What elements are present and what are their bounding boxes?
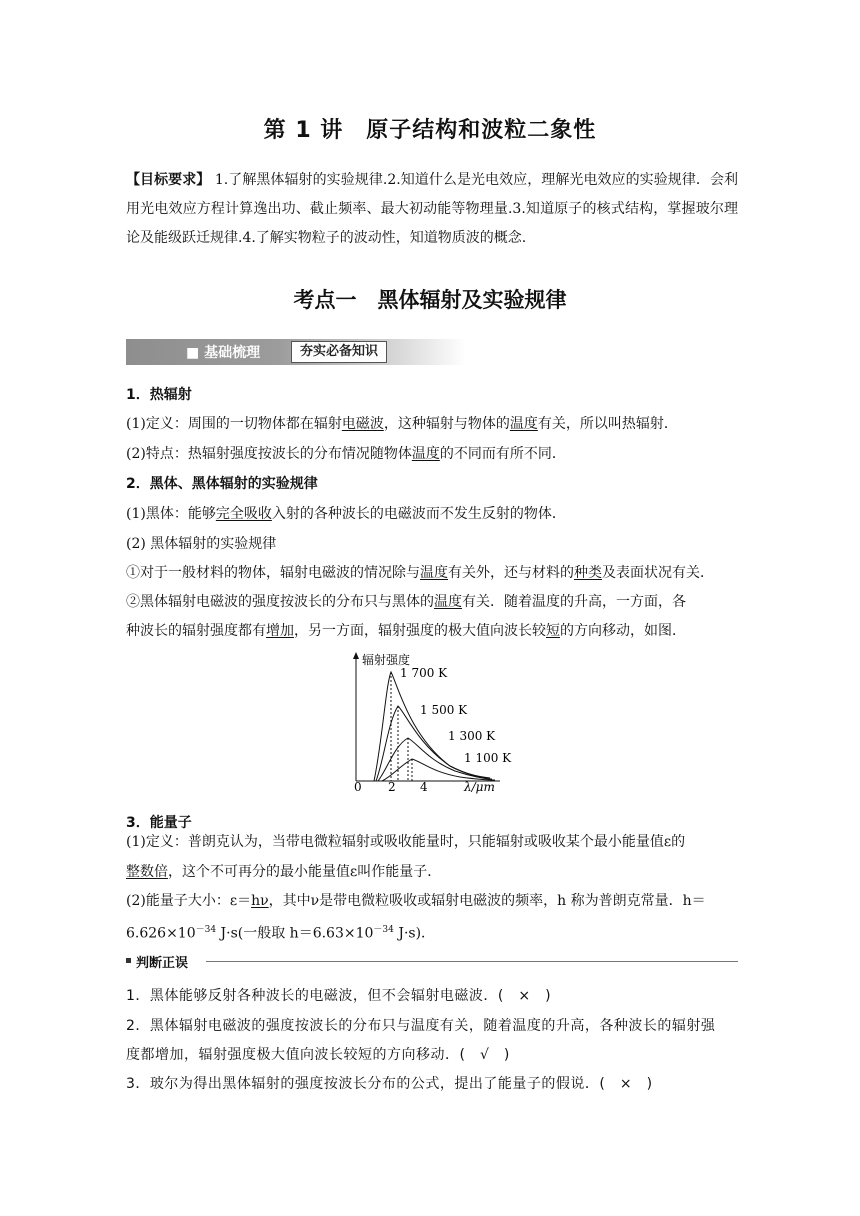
goal-label: 【目标要求】 bbox=[126, 172, 211, 188]
y-axis-label: 辐射强度 bbox=[362, 653, 411, 667]
thermal-definition: (1)定义：周围的一切物体都在辐射电磁波，这种辐射与物体的温度有关，所以叫热辐射． bbox=[126, 416, 678, 432]
curve-1500k bbox=[376, 706, 490, 781]
quantum-size: (2)能量子大小：ε＝hν，其中ν是带电微粒吸收或辐射电磁波的频率，h 称为普朗克常量．h＝ bbox=[126, 893, 706, 909]
heading-energy-quantum: 3．能量子 bbox=[126, 815, 192, 831]
planck-constant: $6.626\times 10^{-34}$ J·s(一般取 $h=6.63\times 10^{-34}$ J·s)． bbox=[126, 925, 436, 942]
learning-goals bbox=[126, 166, 738, 253]
judge-question-2: 2．黑体辐射电磁波的强度按波长的分布只与温度有关，随着温度的升高，各种波长的辐射强 bbox=[126, 1018, 716, 1034]
banner-main-label: ■ 基础梳理 bbox=[186, 345, 261, 361]
quantum-definition-cont: 整数倍，这个不可再分的最小能量值ε叫作能量子． bbox=[126, 864, 442, 880]
page-title: 第 1 讲 原子结构和波粒二象性 bbox=[263, 118, 597, 143]
judge-label: 判断正误 bbox=[136, 952, 194, 971]
blackbody-law-2-cont: 种波长的辐射强度都有增加，另一方面，辐射强度的极大值向波长较短的方向移动，如图． bbox=[126, 623, 686, 639]
tick-4: 4 bbox=[420, 780, 428, 794]
blackbody-law-2: ②黑体辐射电磁波的强度按波长的分布只与黑体的温度有关．随着温度的升高，一方面，各 bbox=[126, 594, 686, 610]
judge-rule bbox=[206, 961, 738, 962]
blackbody-radiation-figure bbox=[340, 648, 520, 796]
judge-question-1: 1．黑体能够反射各种波长的电磁波，但不会辐射电磁波．( × ) bbox=[126, 988, 552, 1004]
label-1700k: 1 700 K bbox=[400, 666, 448, 680]
quantum-definition: (1)定义：普朗克认为，当带电微粒辐射或吸收能量时，只能辐射或吸收某个最小能量值ε的 bbox=[126, 834, 686, 850]
section-heading: 考点一 黑体辐射及实验规律 bbox=[293, 288, 567, 312]
x-axis-label: λ/μm bbox=[464, 780, 495, 794]
thermal-feature: (2)特点：热辐射强度按波长的分布情况随物体温度的不同而有所不同． bbox=[126, 446, 566, 462]
judge-question-2-cont: 度都增加，辐射强度极大值向波长较短的方向移动．( √ ) bbox=[126, 1047, 510, 1063]
banner-sub-label: 夯实必备知识 bbox=[291, 341, 387, 363]
judge-square-icon bbox=[126, 958, 131, 963]
heading-blackbody: 2．黑体、黑体辐射的实验规律 bbox=[126, 476, 318, 492]
label-1500k: 1 500 K bbox=[420, 703, 468, 717]
judge-question-3: 3．玻尔为得出黑体辐射的强度按波长分布的公式，提出了能量子的假说．( × ) bbox=[126, 1076, 653, 1092]
section-banner bbox=[126, 339, 466, 365]
tick-0: 0 bbox=[354, 780, 362, 794]
label-1100k: 1 100 K bbox=[464, 751, 512, 765]
blackbody-definition: (1)黑体：能够完全吸收入射的各种波长的电磁波而不发生反射的物体． bbox=[126, 506, 566, 522]
goal-text: 1.了解黑体辐射的实验规律.2.知道什么是光电效应，理解光电效应的实验规律．会利用光电效应方程计算逸出功、截止频率、最大初动能等物理量.3.知道原子的核式结构，掌握玻尔理论及能级跃迁规律.4.了解实物粒子的波动性，知道物质波的概念. bbox=[126, 172, 739, 246]
judge-header bbox=[126, 952, 738, 970]
heading-thermal-radiation: 1．热辐射 bbox=[126, 387, 192, 403]
y-axis-arrow bbox=[353, 652, 359, 659]
label-1300k: 1 300 K bbox=[448, 729, 496, 743]
blackbody-law-heading: (2) 黑体辐射的实验规律 bbox=[126, 536, 277, 552]
blackbody-law-1: ①对于一般材料的物体，辐射电磁波的情况除与温度有关外，还与材料的种类及表面状况有关． bbox=[126, 565, 714, 581]
tick-2: 2 bbox=[388, 780, 396, 794]
